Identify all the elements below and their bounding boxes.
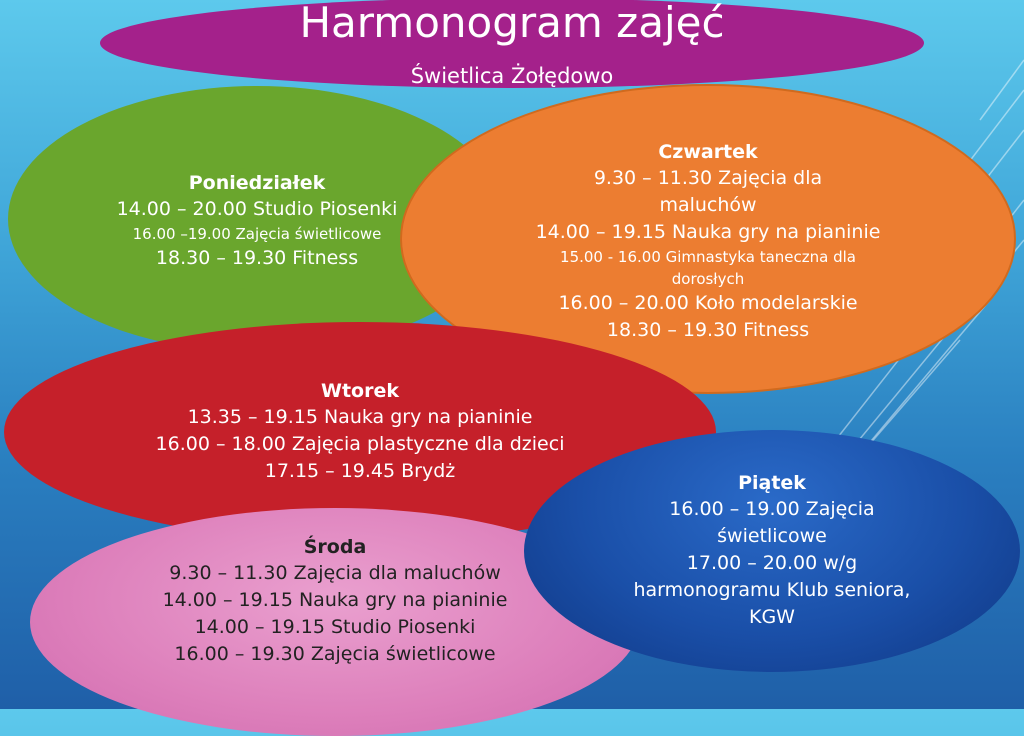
schedule-line: maluchów [659, 193, 757, 216]
day-label: Piątek [738, 471, 806, 494]
day-label: Środa [303, 536, 367, 558]
schedule-line: 9.30 – 11.30 Zajęcia dla [593, 166, 823, 189]
schedule-line: 15.00 - 16.00 Gimnastyka taneczna dla [560, 247, 856, 266]
schedule-line: 17.00 – 20.00 w/g [686, 551, 858, 574]
schedule-line: 14.00 – 20.00 Studio Piosenki [116, 198, 398, 220]
day-label: Czwartek [658, 140, 758, 163]
schedule-line: 16.00 – 20.00 Koło modelarskie [558, 291, 858, 314]
schedule-line: 18.30 – 19.30 Fitness [155, 247, 359, 269]
schedule-line: 16.00 – 18.00 Zajęcia plastyczne dla dzieci [155, 432, 565, 455]
schedule-line: KGW [749, 605, 795, 628]
page-subtitle: Świetlica Żołędowo [410, 64, 614, 88]
schedule-line: harmonogramu Klub seniora, [633, 578, 911, 601]
friday-schedule [524, 430, 1020, 672]
schedule-line: 13.35 – 19.15 Nauka gry na pianinie [187, 405, 533, 428]
schedule-line: 17.15 – 19.45 Brydż [264, 459, 456, 482]
schedule-line: dorosłych [671, 269, 745, 288]
schedule-line: 18.30 – 19.30 Fitness [606, 318, 810, 341]
schedule-line: 14.00 – 19.15 Nauka gry na pianinie [162, 589, 508, 611]
schedule-line: 14.00 – 19.15 Studio Piosenki [194, 616, 476, 638]
page-title: Harmonogram zajęć [299, 0, 725, 47]
schedule-line: 16.00 – 19.00 Zajęcia [669, 497, 875, 520]
schedule-line: 9.30 – 11.30 Zajęcia dla maluchów [169, 562, 501, 584]
day-label: Wtorek [321, 379, 399, 402]
day-label: Poniedziałek [188, 172, 326, 194]
schedule-line: 16.00 –19.00 Zajęcia świetlicowe [132, 225, 382, 243]
schedule-line: 16.00 – 19.30 Zajęcia świetlicowe [174, 643, 496, 665]
schedule-line: 14.00 – 19.15 Nauka gry na pianinie [535, 220, 881, 243]
schedule-line: świetlicowe [717, 524, 827, 547]
